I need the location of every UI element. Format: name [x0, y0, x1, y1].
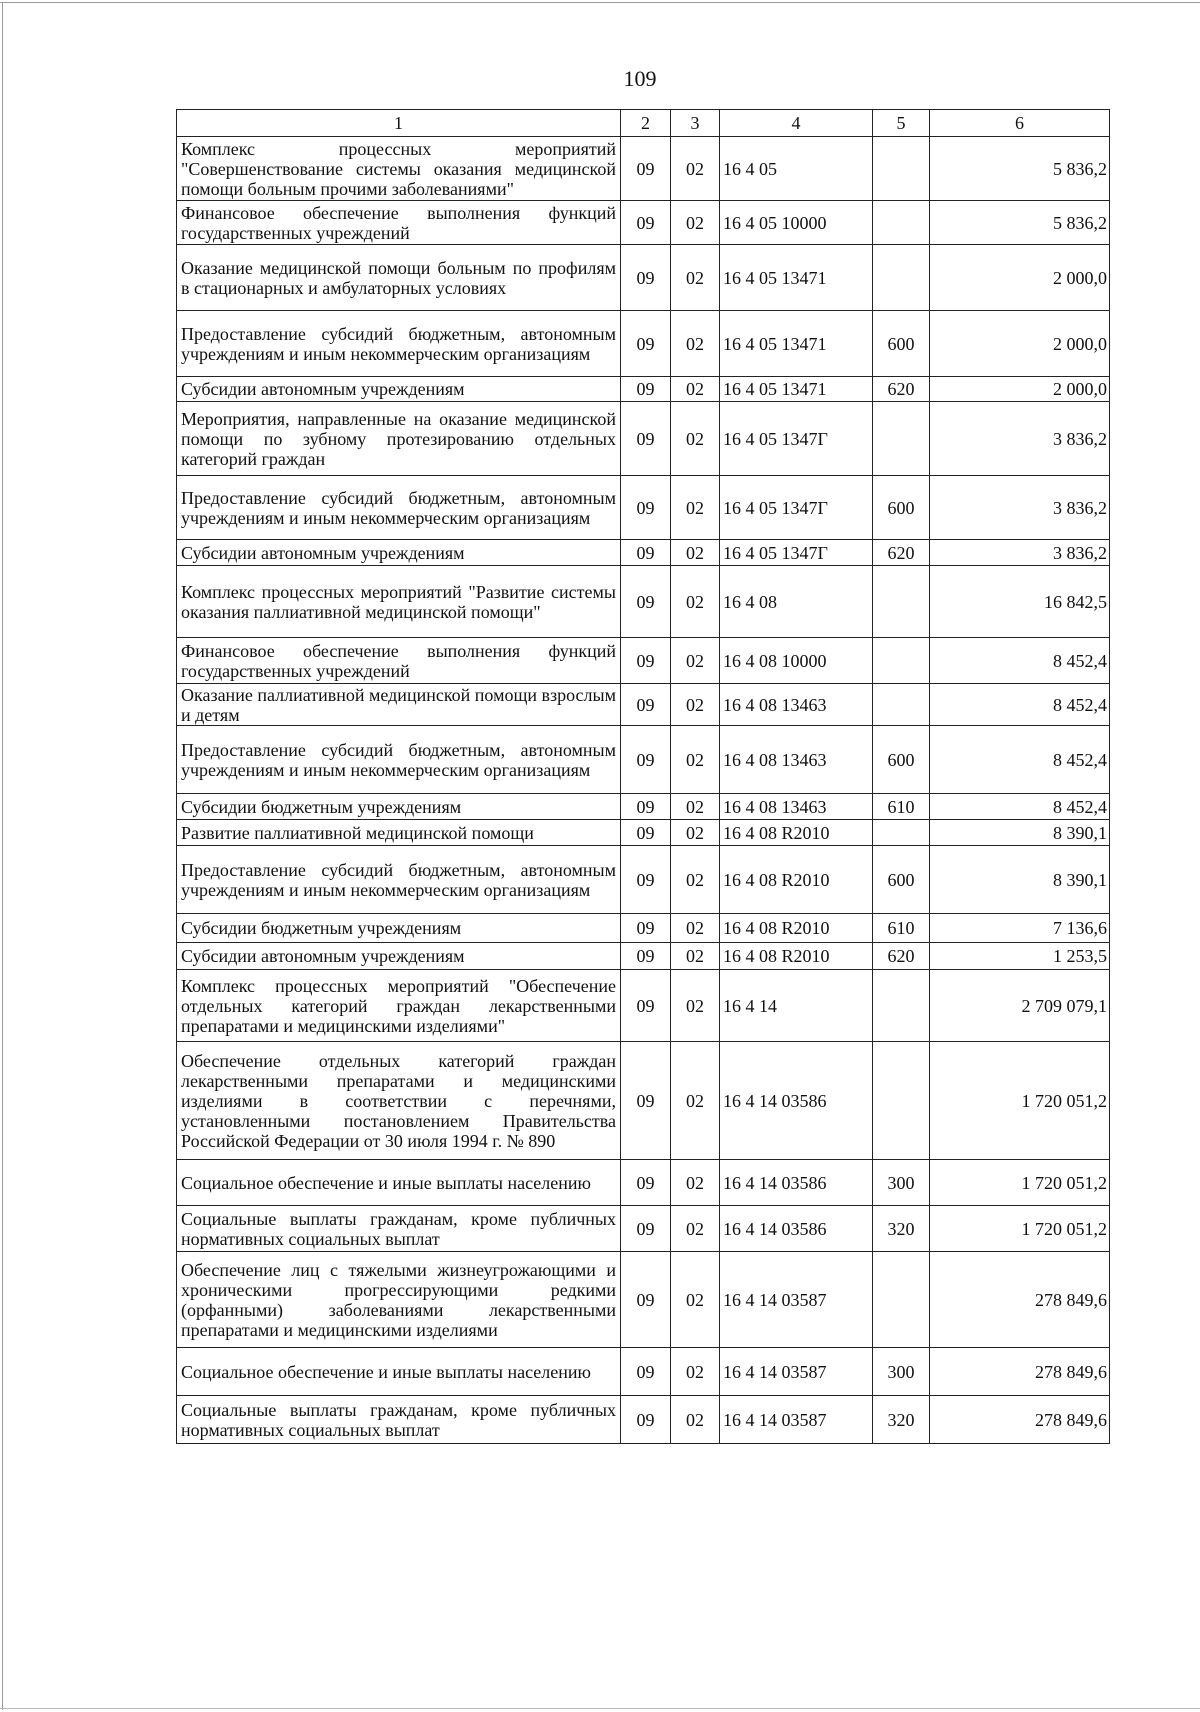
row-name: Предоставление субсидий бюджетным, автономным учреждениям и иным некоммерческим организациям [177, 726, 621, 794]
scan-frame-top [0, 2, 1200, 3]
row-name: Комплекс процессных мероприятий "Развитие системы оказания паллиативной медицинской помощи" [177, 566, 621, 638]
row-vr [873, 638, 930, 684]
row-pr: 02 [671, 1396, 720, 1444]
row-vr: 610 [873, 914, 930, 943]
table-row [177, 1206, 1110, 1252]
row-rz: 09 [621, 914, 671, 943]
row-rz: 09 [621, 1206, 671, 1252]
row-name: Социальные выплаты гражданам, кроме публичных нормативных социальных выплат [177, 1396, 621, 1444]
row-name: Финансовое обеспечение выполнения функций государственных учреждений [177, 201, 621, 245]
row-sum: 8 390,1 [930, 820, 1110, 846]
row-name: Субсидии бюджетным учреждениям [177, 914, 621, 943]
row-pr: 02 [671, 638, 720, 684]
page-number: 109 [623, 66, 657, 91]
row-sum: 2 000,0 [930, 311, 1110, 377]
table-row [177, 201, 1110, 245]
row-vr [873, 1042, 930, 1160]
header-cell: 2 [621, 110, 671, 137]
table-row [177, 970, 1110, 1042]
row-csr: 16 4 05 13471 [720, 377, 873, 402]
table-row [177, 311, 1110, 377]
row-rz: 09 [621, 638, 671, 684]
table-row [177, 684, 1110, 726]
row-csr: 16 4 08 R2010 [720, 846, 873, 914]
row-csr: 16 4 08 13463 [720, 794, 873, 820]
row-vr: 620 [873, 943, 930, 970]
table-row [177, 1252, 1110, 1348]
header-cell: 5 [873, 110, 930, 137]
row-name: Финансовое обеспечение выполнения функций государственных учреждений [177, 638, 621, 684]
row-vr [873, 684, 930, 726]
row-rz: 09 [621, 1160, 671, 1206]
row-rz: 09 [621, 476, 671, 540]
row-csr: 16 4 05 13471 [720, 311, 873, 377]
row-sum: 8 452,4 [930, 794, 1110, 820]
row-sum: 278 849,6 [930, 1348, 1110, 1396]
row-csr: 16 4 08 13463 [720, 726, 873, 794]
row-sum: 1 720 051,2 [930, 1206, 1110, 1252]
row-pr: 02 [671, 1206, 720, 1252]
row-rz: 09 [621, 566, 671, 638]
row-csr: 16 4 05 1347Г [720, 402, 873, 476]
row-pr: 02 [671, 794, 720, 820]
row-name: Субсидии автономным учреждениям [177, 377, 621, 402]
table-row [177, 137, 1110, 201]
row-pr: 02 [671, 1160, 720, 1206]
row-sum: 1 720 051,2 [930, 1042, 1110, 1160]
row-vr: 620 [873, 540, 930, 566]
row-vr [873, 566, 930, 638]
row-pr: 02 [671, 245, 720, 311]
row-pr: 02 [671, 914, 720, 943]
header-cell: 4 [720, 110, 873, 137]
table-row [177, 566, 1110, 638]
row-name: Развитие паллиативной медицинской помощи [177, 820, 621, 846]
row-csr: 16 4 05 1347Г [720, 540, 873, 566]
row-vr: 600 [873, 846, 930, 914]
row-rz: 09 [621, 377, 671, 402]
row-vr [873, 402, 930, 476]
row-rz: 09 [621, 1348, 671, 1396]
row-csr: 16 4 14 [720, 970, 873, 1042]
table-row [177, 943, 1110, 970]
table-row [177, 1042, 1110, 1160]
row-name: Субсидии автономным учреждениям [177, 540, 621, 566]
table-row [177, 245, 1110, 311]
row-vr: 620 [873, 377, 930, 402]
row-sum: 3 836,2 [930, 540, 1110, 566]
row-name: Предоставление субсидий бюджетным, автономным учреждениям и иным некоммерческим организациям [177, 476, 621, 540]
row-rz: 09 [621, 201, 671, 245]
row-csr: 16 4 08 13463 [720, 684, 873, 726]
row-sum: 278 849,6 [930, 1252, 1110, 1348]
row-pr: 02 [671, 402, 720, 476]
row-csr: 16 4 14 03587 [720, 1396, 873, 1444]
row-vr: 300 [873, 1160, 930, 1206]
row-sum: 2 709 079,1 [930, 970, 1110, 1042]
row-rz: 09 [621, 943, 671, 970]
table-row [177, 1396, 1110, 1444]
row-sum: 3 836,2 [930, 476, 1110, 540]
row-pr: 02 [671, 684, 720, 726]
row-sum: 5 836,2 [930, 201, 1110, 245]
header-cell: 1 [177, 110, 621, 137]
row-pr: 02 [671, 201, 720, 245]
row-pr: 02 [671, 566, 720, 638]
row-rz: 09 [621, 245, 671, 311]
row-sum: 7 136,6 [930, 914, 1110, 943]
row-sum: 3 836,2 [930, 402, 1110, 476]
table-row [177, 846, 1110, 914]
row-sum: 1 253,5 [930, 943, 1110, 970]
row-rz: 09 [621, 794, 671, 820]
row-pr: 02 [671, 943, 720, 970]
table-row [177, 1348, 1110, 1396]
row-name: Мероприятия, направленные на оказание медицинской помощи по зубному протезированию отдельных категорий граждан [177, 402, 621, 476]
row-pr: 02 [671, 846, 720, 914]
row-csr: 16 4 08 R2010 [720, 914, 873, 943]
row-rz: 09 [621, 846, 671, 914]
table-row [177, 638, 1110, 684]
row-rz: 09 [621, 684, 671, 726]
row-sum: 8 452,4 [930, 726, 1110, 794]
row-name: Обеспечение лиц с тяжелыми жизнеугрожающими и хроническими прогрессирующими редкими (орфанными) заболеваниями лекарственными препаратами и медицинскими изделиями [177, 1252, 621, 1348]
row-pr: 02 [671, 970, 720, 1042]
row-csr: 16 4 08 R2010 [720, 943, 873, 970]
header-cell: 6 [930, 110, 1110, 137]
row-csr: 16 4 14 03586 [720, 1160, 873, 1206]
table-row [177, 914, 1110, 943]
scan-frame-left [2, 2, 3, 1710]
row-sum: 1 720 051,2 [930, 1160, 1110, 1206]
row-pr: 02 [671, 1042, 720, 1160]
row-name: Субсидии бюджетным учреждениям [177, 794, 621, 820]
row-pr: 02 [671, 137, 720, 201]
row-vr: 600 [873, 311, 930, 377]
row-name: Предоставление субсидий бюджетным, автономным учреждениям и иным некоммерческим организациям [177, 311, 621, 377]
budget-table [176, 109, 1110, 1444]
row-name: Комплекс процессных мероприятий "Обеспечение отдельных категорий граждан лекарственными препаратами и медицинскими изделиями" [177, 970, 621, 1042]
row-rz: 09 [621, 137, 671, 201]
row-vr [873, 970, 930, 1042]
row-sum: 8 452,4 [930, 684, 1110, 726]
row-pr: 02 [671, 1348, 720, 1396]
row-csr: 16 4 08 [720, 566, 873, 638]
row-name: Оказание медицинской помощи больным по профилям в стационарных и амбулаторных условиях [177, 245, 621, 311]
row-csr: 16 4 05 10000 [720, 201, 873, 245]
row-rz: 09 [621, 820, 671, 846]
row-sum: 5 836,2 [930, 137, 1110, 201]
row-csr: 16 4 05 1347Г [720, 476, 873, 540]
row-vr [873, 1252, 930, 1348]
row-rz: 09 [621, 1252, 671, 1348]
header-cell: 3 [671, 110, 720, 137]
table-row [177, 820, 1110, 846]
row-vr: 600 [873, 476, 930, 540]
row-csr: 16 4 08 R2010 [720, 820, 873, 846]
table-row [177, 377, 1110, 402]
row-vr: 600 [873, 726, 930, 794]
row-name: Субсидии автономным учреждениям [177, 943, 621, 970]
row-vr [873, 201, 930, 245]
row-name: Комплекс процессных мероприятий "Совершенствование системы оказания медицинской помощи больным прочими заболеваниями" [177, 137, 621, 201]
row-name: Социальные выплаты гражданам, кроме публичных нормативных социальных выплат [177, 1206, 621, 1252]
row-sum: 2 000,0 [930, 377, 1110, 402]
table-row [177, 794, 1110, 820]
row-csr: 16 4 14 03586 [720, 1206, 873, 1252]
row-sum: 278 849,6 [930, 1396, 1110, 1444]
row-rz: 09 [621, 402, 671, 476]
row-rz: 09 [621, 970, 671, 1042]
row-pr: 02 [671, 311, 720, 377]
table-row [177, 476, 1110, 540]
row-rz: 09 [621, 726, 671, 794]
row-pr: 02 [671, 540, 720, 566]
row-rz: 09 [621, 1042, 671, 1160]
row-rz: 09 [621, 311, 671, 377]
table-row [177, 540, 1110, 566]
row-pr: 02 [671, 377, 720, 402]
table-row [177, 402, 1110, 476]
row-pr: 02 [671, 820, 720, 846]
row-csr: 16 4 08 10000 [720, 638, 873, 684]
row-pr: 02 [671, 476, 720, 540]
row-csr: 16 4 14 03586 [720, 1042, 873, 1160]
row-name: Социальное обеспечение и иные выплаты населению [177, 1160, 621, 1206]
row-rz: 09 [621, 1396, 671, 1444]
row-vr: 300 [873, 1348, 930, 1396]
row-csr: 16 4 14 03587 [720, 1348, 873, 1396]
row-name: Оказание паллиативной медицинской помощи взрослым и детям [177, 684, 621, 726]
row-vr [873, 245, 930, 311]
row-vr: 320 [873, 1206, 930, 1252]
header-row [177, 110, 1110, 137]
row-pr: 02 [671, 1252, 720, 1348]
row-vr [873, 820, 930, 846]
row-pr: 02 [671, 726, 720, 794]
scan-frame-bottom [0, 1708, 1200, 1709]
row-csr: 16 4 05 [720, 137, 873, 201]
row-vr: 610 [873, 794, 930, 820]
row-name: Обеспечение отдельных категорий граждан лекарственными препаратами и медицинскими изделиями в соответствии с перечнями, установленными постановлением Правительства Российской Федерации от 30 июля 1994 г. № 890 [177, 1042, 621, 1160]
table-row [177, 726, 1110, 794]
row-vr: 320 [873, 1396, 930, 1444]
row-vr [873, 137, 930, 201]
row-sum: 8 390,1 [930, 846, 1110, 914]
row-name: Предоставление субсидий бюджетным, автономным учреждениям и иным некоммерческим организациям [177, 846, 621, 914]
row-sum: 8 452,4 [930, 638, 1110, 684]
row-csr: 16 4 05 13471 [720, 245, 873, 311]
row-sum: 2 000,0 [930, 245, 1110, 311]
table-row [177, 1160, 1110, 1206]
row-rz: 09 [621, 540, 671, 566]
row-sum: 16 842,5 [930, 566, 1110, 638]
row-name: Социальное обеспечение и иные выплаты населению [177, 1348, 621, 1396]
row-csr: 16 4 14 03587 [720, 1252, 873, 1348]
budget-table-body [177, 110, 1110, 1444]
